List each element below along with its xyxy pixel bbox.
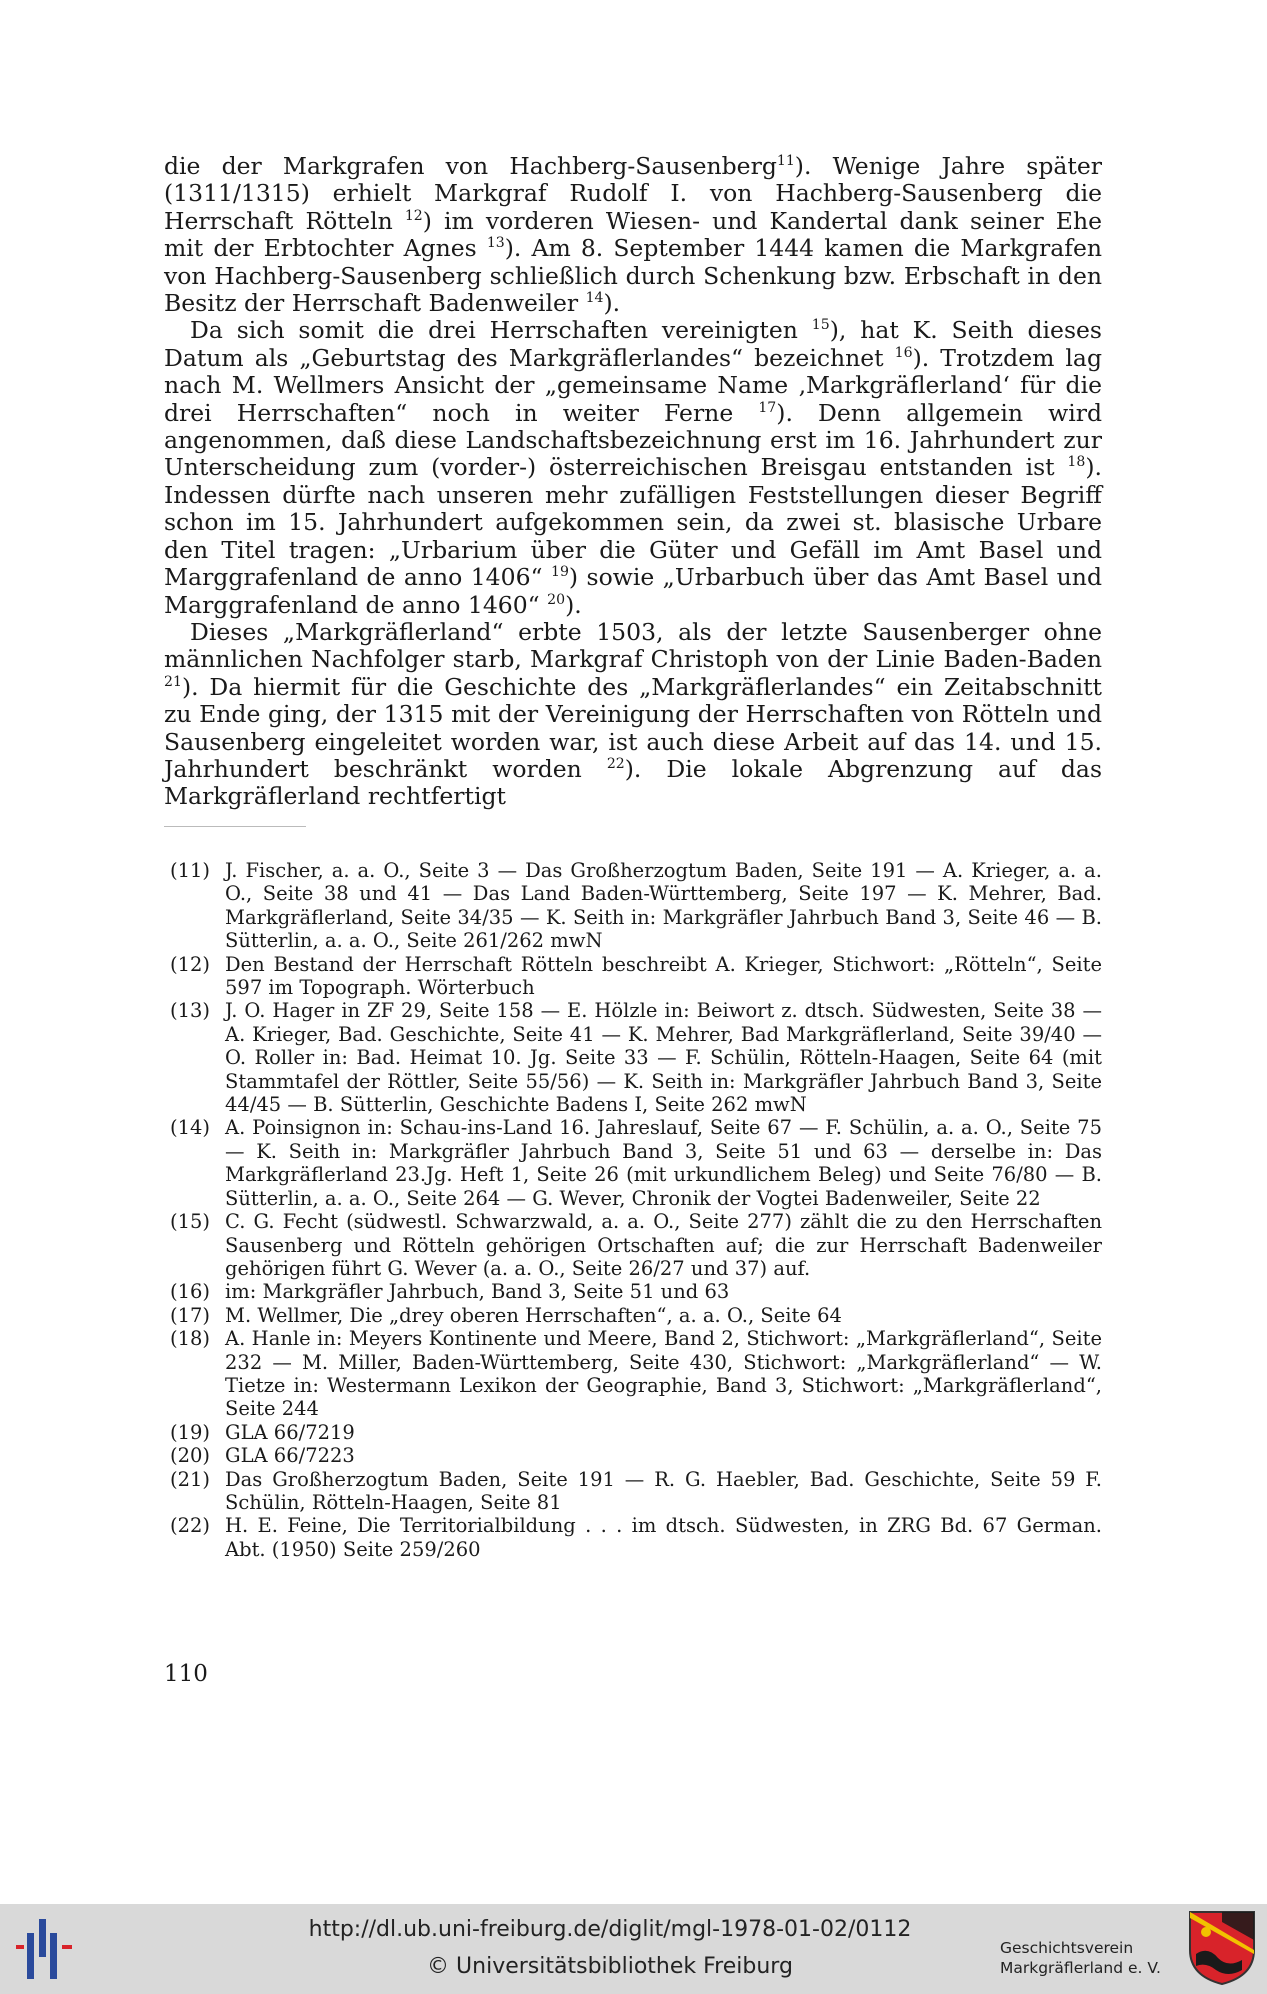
footnote-number: (22) <box>170 1514 211 1538</box>
body-text-run: ). Trotzdem lag nach M. Wellmers Ansicht der „gemeinsame Name ‚Markgräflerland‘ für die drei Herrschaften“ noch in weiter Ferne <box>164 343 1102 427</box>
footnote-number: (13) <box>170 999 211 1023</box>
footnote-number: (21) <box>170 1467 211 1491</box>
footnote-number: (15) <box>170 1210 211 1234</box>
footnote-number: (12) <box>170 952 211 976</box>
footnote-text: J. Fischer, a. a. O., Seite 3 — Das Großherzogtum Baden, Seite 191 — A. Krieger, a. a. O., Seite 38 und 41 — Das Land Baden-Württemberg, Seite 197 — K. Mehrer, Bad. Markgräflerland, Seite 34/35 — K. Seith in: Markgräfler Jahrbuch Band 3, Seite 46 — B. Sütterlin, a. a. O., Seite 261/262 mwN <box>225 859 1102 953</box>
footnote <box>170 1327 1102 1421</box>
footnote-number: (16) <box>170 1280 211 1304</box>
footnote-text: H. E. Feine, Die Territorialbildung . . . im dtsch. Südwesten, in ZRG Bd. 67 German. Abt. (1950) Seite 259/260 <box>225 1514 1102 1561</box>
footer-copyright: © Universitätsbibliothek Freiburg <box>427 1954 793 1979</box>
footnote-number: (18) <box>170 1327 211 1351</box>
footnote-divider <box>164 826 306 827</box>
footnote-ref: 11 <box>776 153 795 170</box>
footnote-ref: 13 <box>486 235 505 252</box>
body-text-run: Da sich somit die drei Herrschaften vereinigten <box>190 316 812 345</box>
footnote <box>170 1468 1102 1515</box>
footnote-number: (17) <box>170 1303 211 1327</box>
footnote <box>170 1280 1102 1303</box>
footnote-text: C. G. Fecht (südwestl. Schwarzwald, a. a. O., Seite 277) zählt die zu den Herrschaften Sausenberg und Rötteln gehörigen Ortschaften auf; die zur Herrschaft Badenweiler gehörigen führt G. Wever (a. a. O., Seite 26/27 und 37) auf. <box>225 1210 1102 1280</box>
footnote-ref: 20 <box>547 591 566 608</box>
ub-freiburg-logo-icon <box>12 1915 80 1981</box>
footnote-number: (14) <box>170 1116 211 1140</box>
body-text-run: ), hat K. Seith dieses Datum als „Geburtstag des Markgräflerlandes“ bezeichnet <box>164 316 1102 372</box>
footnote <box>170 859 1102 953</box>
footnote-ref: 22 <box>606 756 625 773</box>
footnote <box>170 1304 1102 1327</box>
coat-of-arms-icon <box>1188 1910 1256 1986</box>
body-text-run: Dieses „Markgräflerland“ erbte 1503, als der letzte Sausenberger ohne männlichen Nachfolger starb, Markgraf Christoph von der Linie Baden-Baden <box>164 617 1102 674</box>
footnote <box>170 1421 1102 1444</box>
footer-url-link[interactable]: http://dl.ub.uni-freiburg.de/diglit/mgl-1978-01-02/0112 <box>308 1917 912 1942</box>
footnote-text: im: Markgräfler Jahrbuch, Band 3, Seite 51 und 63 <box>225 1280 730 1304</box>
body-text-run: die der Markgrafen von Hachberg-Sausenberg <box>164 152 777 180</box>
association-name <box>1000 1938 1190 1978</box>
body-text-run: ). <box>603 289 621 318</box>
body-text-run: ). <box>565 590 582 619</box>
body-text-run: ) sowie „Urbarbuch über das Amt Basel und Marggrafenland de anno 1460“ <box>164 563 1102 619</box>
association-name-line1: Geschichtsverein <box>1000 1939 1134 1957</box>
footnote-text: M. Wellmer, Die „drey oberen Herrschaften“, a. a. O., Seite 64 <box>225 1303 842 1327</box>
footnote-ref: 16 <box>894 345 913 362</box>
page-number: 110 <box>164 1661 208 1687</box>
footnotes <box>170 859 1102 1561</box>
footnote-ref: 19 <box>550 564 569 581</box>
footnote-text: A. Hanle in: Meyers Kontinente und Meere, Band 2, Stichwort: „Markgräflerland“, Seite 232 — M. Miller, Baden-Württemberg, Seite 430, Stichwort: „Markgräflerland“ — W. Tietze in: Westermann Lexikon der Geographie, Band 3, Stichwort: „Markgräflerland“, Seite 244 <box>225 1327 1102 1421</box>
footnote-text: Das Großherzogtum Baden, Seite 191 — R. G. Haebler, Bad. Geschichte, Seite 59 F. Schülin, Rötteln-Haagen, Seite 81 <box>225 1467 1102 1514</box>
footnote <box>170 953 1102 1000</box>
footnote-number: (20) <box>170 1444 211 1468</box>
footnote <box>170 999 1102 1116</box>
footnote-text: A. Poinsignon in: Schau-ins-Land 16. Jahreslauf, Seite 67 — F. Schülin, a. a. O., Seite 75 — K. Seith in: Markgräfler Jahrbuch Band 3, Seite 51 und 63 — derselbe in: Das Markgräflerland 23.Jg. Heft 1, Seite 26 (mit urkundlichem Beleg) und Seite 76/80 — B. Sütterlin, a. a. O., Seite 264 — G. Wever, Chronik der Vogtei Badenweiler, Seite 22 <box>225 1116 1102 1210</box>
footnote-ref: 14 <box>585 290 604 307</box>
footnote-number: (11) <box>170 859 211 882</box>
footnote <box>170 1514 1102 1561</box>
body-text-run: ). Am 8. September 1444 kamen die Markgrafen von Hachberg-Sausenberg schließlich durch Schenkung bzw. Erbschaft in den Besitz der Herrschaft Badenweiler <box>164 234 1102 318</box>
body-text-run: ). Da hiermit für die Geschichte des „Markgräflerlandes“ ein Zeitabschnitt zu Ende ging, der 1315 mit der Vereinigung der Herrschaften von Rötteln und Sausenberg eingeleitet worden war, ist auch diese Arbeit auf das 14. und 15. Jahrhundert beschränkt worden <box>164 672 1102 783</box>
footnote <box>170 1210 1102 1280</box>
main-text <box>164 153 1102 811</box>
footnote-text: J. O. Hager in ZF 29, Seite 158 — E. Hölzle in: Beiwort z. dtsch. Südwesten, Seite 38 — A. Krieger, Bad. Geschichte, Seite 41 — K. Mehrer, Bad Markgräflerland, Seite 39/40 — O. Roller in: Bad. Heimat 10. Jg. Seite 33 — F. Schülin, Rötteln-Haagen, Seite 64 (mit Stammtafel der Röttler, Seite 55/56) — K. Seith in: Markgräfler Jahrbuch Band 3, Seite 44/45 — B. Sütterlin, Geschichte Badens I, Seite 262 mwN <box>225 999 1102 1117</box>
footnote <box>170 1444 1102 1467</box>
footnote-ref: 18 <box>1067 454 1086 471</box>
footnote-ref: 21 <box>164 673 182 690</box>
footnote-text: GLA 66/7219 <box>225 1420 355 1444</box>
footnote-number: (19) <box>170 1420 211 1444</box>
body-paragraph <box>164 317 1102 618</box>
footnote-ref: 15 <box>811 317 830 334</box>
footnote-text: Den Bestand der Herrschaft Rötteln beschreibt A. Krieger, Stichwort: „Rötteln“, Seite 597 im Topograph. Wörterbuch <box>225 952 1102 1000</box>
body-text-run: ). Wenige Jahre später (1311/1315) erhielt Markgraf Rudolf I. von Hachberg-Sausenberg die Herrschaft Rötteln <box>164 152 1102 235</box>
body-paragraph <box>164 153 1102 317</box>
body-text-run: ). Indessen dürfte nach unseren mehr zufälligen Feststellungen dieser Begriff schon im 15. Jahrhundert aufgekommen sein, da zwei st. blasische Urbare den Titel tragen: „Urbarium über die Güter und Gefäll im Amt Basel und Marggrafenland de anno 1406“ <box>164 453 1102 592</box>
footnote-text: GLA 66/7223 <box>225 1444 355 1468</box>
footnote-ref: 12 <box>404 207 423 224</box>
association-name-line2: Markgräflerland e. V. <box>1000 1959 1161 1977</box>
footnote <box>170 1116 1102 1210</box>
footnote-ref: 17 <box>758 399 777 416</box>
body-text-run: ). Die lokale Abgrenzung auf das Markgräflerland rechtfertigt <box>164 754 1103 811</box>
body-text-run: ) im vorderen Wiesen- und Kandertal dank seiner Ehe mit der Erbtochter Agnes <box>164 206 1102 263</box>
body-text-run: ). Denn allgemein wird angenommen, daß diese Landschaftsbezeichnung erst im 16. Jahrhundert zur Unterscheidung zum (vorder-) österreichischen Breisgau entstanden ist <box>164 398 1103 482</box>
body-paragraph <box>164 619 1102 811</box>
